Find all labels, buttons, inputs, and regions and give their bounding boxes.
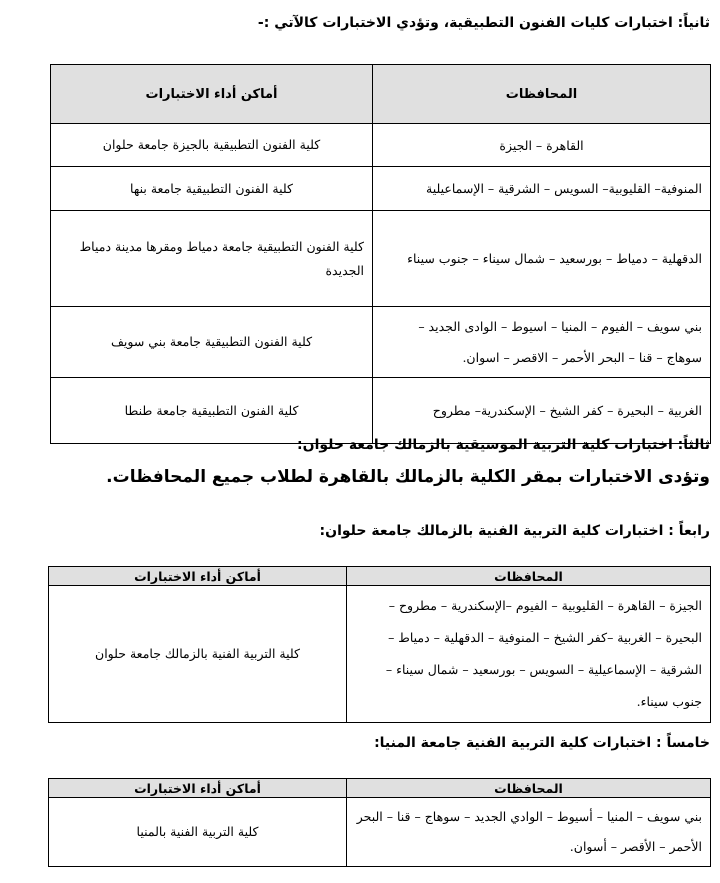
place-cell: كلية الفنون التطبيقية جامعة بني سويف bbox=[51, 307, 373, 378]
header-governorates: المحافظات bbox=[347, 779, 711, 798]
governorates-cell: القاهرة – الجيزة bbox=[373, 124, 711, 167]
table-row bbox=[49, 586, 711, 723]
section-2-heading: ثانياً: اختبارات كليات الفنون التطبيقية، وتؤدي الاختبارات كالآتي :- bbox=[257, 15, 710, 31]
table-row bbox=[49, 798, 711, 867]
header-governorates: المحافظات bbox=[373, 65, 711, 124]
governorates-cell: بني سويف – الفيوم – المنيا – اسيوط – الوادى الجديد – سوهاج – قنا – البحر الأحمر – الاقصر – اسوان. bbox=[373, 307, 711, 378]
place-cell: كلية التربية الفنية بالمنيا bbox=[49, 798, 347, 867]
art-education-minia-table bbox=[48, 778, 711, 867]
governorates-cell: الجيزة – القاهرة – القليوبية – الفيوم –الإسكندرية – مطروح – البحيرة – الغربية –كفر الشيخ – المنوفية – الدقهلية – دمياط – الشرقية – الإسماعيلية – السويس – بورسعيد – شمال سيناء – جنوب سيناء. bbox=[347, 586, 711, 723]
header-governorates: المحافظات bbox=[347, 567, 711, 586]
section-4-heading: رابعاً : اختبارات كلية التربية الفنية بالزمالك جامعة حلوان: bbox=[319, 523, 710, 539]
place-cell: كلية التربية الفنية بالزمالك جامعة حلوان bbox=[49, 586, 347, 723]
governorates-cell: الدقهلية – دمياط – بورسعيد – شمال سيناء – جنوب سيناء bbox=[373, 211, 711, 307]
table-row bbox=[51, 378, 711, 444]
header-places: أماكن أداء الاختبارات bbox=[51, 65, 373, 124]
governorates-cell: الغربية – البحيرة – كفر الشيخ – الإسكندرية– مطروح bbox=[373, 378, 711, 444]
place-cell: كلية الفنون التطبيقية جامعة طنطا bbox=[51, 378, 373, 444]
place-cell: كلية الفنون التطبيقية جامعة دمياط ومقرها مدينة دمياط الجديدة bbox=[51, 211, 373, 307]
governorates-cell: المنوفية– القليوبية– السويس – الشرقية – الإسماعيلية bbox=[373, 167, 711, 211]
art-education-helwan-table bbox=[48, 566, 711, 723]
header-places: أماكن أداء الاختبارات bbox=[49, 567, 347, 586]
place-cell: كلية الفنون التطبيقية جامعة بنها bbox=[51, 167, 373, 211]
header-places: أماكن أداء الاختبارات bbox=[49, 779, 347, 798]
section-3-heading: ثالثاً: اختبارات كلية التربية الموسيقية بالزمالك جامعة حلوان: bbox=[297, 437, 710, 453]
table-row bbox=[51, 124, 711, 167]
table-row bbox=[51, 167, 711, 211]
table-header-row bbox=[49, 779, 711, 798]
section-5-heading: خامساً : اختبارات كلية التربية الفنية جامعة المنيا: bbox=[374, 735, 710, 751]
place-cell: كلية الفنون التطبيقية بالجيزة جامعة حلوان bbox=[51, 124, 373, 167]
section-3-statement: وتؤدى الاختبارات بمقر الكلية بالزمالك بالقاهرة لطلاب جميع المحافظات. bbox=[106, 467, 710, 487]
table-header-row bbox=[51, 65, 711, 124]
table-row bbox=[51, 211, 711, 307]
table-header-row bbox=[49, 567, 711, 586]
applied-arts-table bbox=[50, 64, 711, 444]
governorates-cell: بني سويف – المنيا – أسيوط – الوادي الجديد – سوهاج – قنا – البحر الأحمر – الأقصر – أسوان. bbox=[347, 798, 711, 867]
table-row bbox=[51, 307, 711, 378]
